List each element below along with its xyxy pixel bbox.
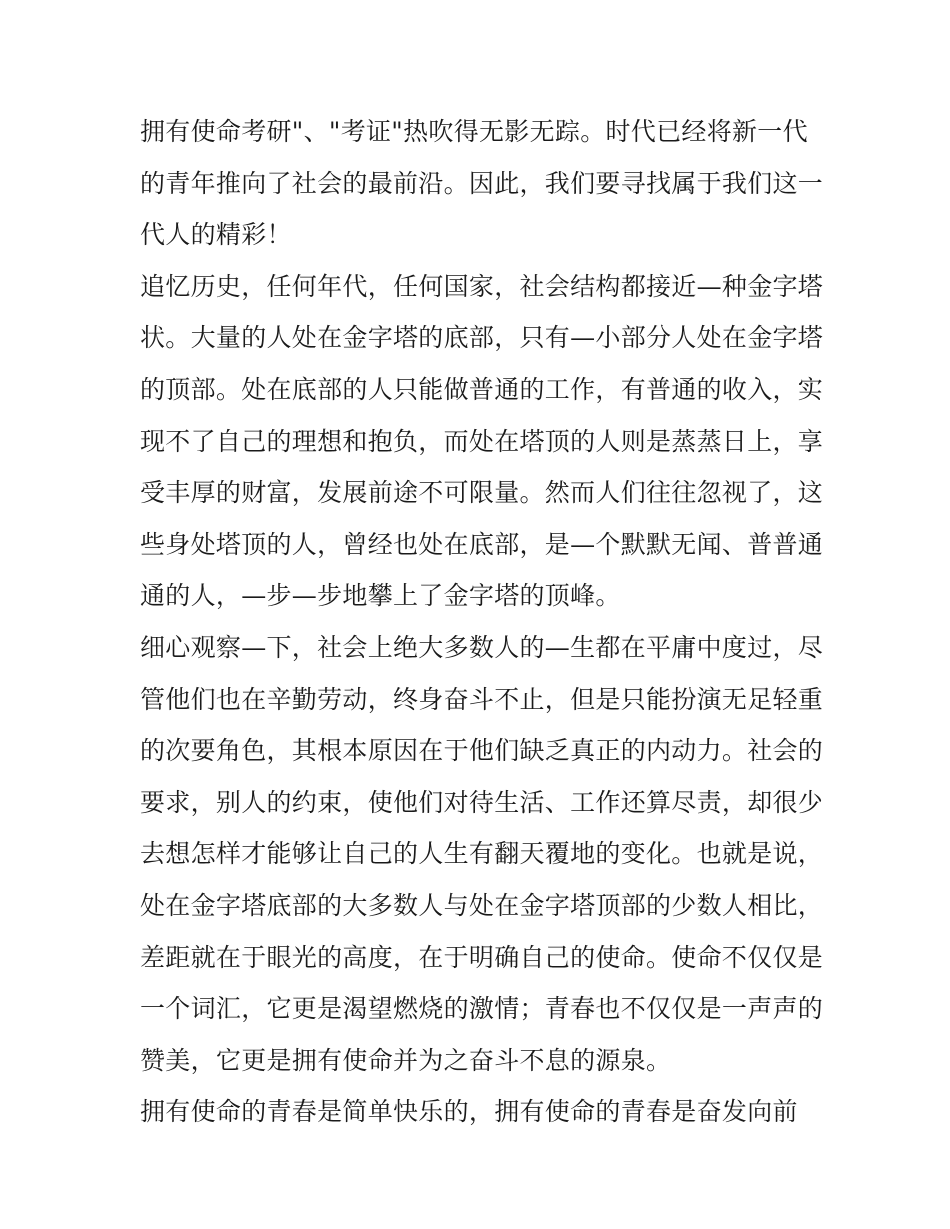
text-line: 要求，别人的约束，使他们对待生活、工作还算尽责，却很少 [140, 787, 824, 817]
text-line: 一个词汇，它更是渴望燃烧的激情；青春也不仅仅是一声声的 [140, 994, 824, 1024]
text-line: 赞美，它更是拥有使命并为之奋斗不息的源泉。 [140, 1045, 672, 1075]
text-line: 拥有使命考研"、"考证"热吹得无影无踪。时代已经将新一代 [140, 117, 808, 146]
text-line: 状。大量的人处在金字塔的底部，只有—小部分人处在金字塔 [140, 323, 824, 353]
essay-text [140, 106, 824, 1138]
text-line: 现不了自己的理想和抱负，而处在塔顶的人则是蒸蒸日上，享 [140, 426, 824, 456]
text-line: 的次要角色，其根本原因在于他们缺乏真正的内动力。社会的 [140, 736, 824, 766]
text-line: 处在金字塔底部的大多数人与处在金字塔顶部的少数人相比， [140, 890, 824, 920]
text-line: 差距就在于眼光的高度，在于明确自己的使命。使命不仅仅是 [140, 942, 824, 972]
text-line: 的顶部。处在底部的人只能做普通的工作，有普通的收入，实 [140, 374, 824, 404]
text-line: 通的人，—步—步地攀上了金字塔的顶峰。 [140, 581, 621, 611]
text-line: 拥有使命的青春是简单快乐的，拥有使命的青春是奋发向前 [140, 1097, 798, 1127]
text-line: 的青年推向了社会的最前沿。因此，我们要寻找属于我们这一 [140, 168, 824, 198]
text-line: 管他们也在辛勤劳动，终身奋斗不止，但是只能扮演无足轻重 [140, 684, 824, 714]
text-line: 追忆历史，任何年代，任何国家，社会结构都接近—种金字塔 [140, 271, 824, 301]
text-line: 些身处塔顶的人，曾经也处在底部，是—个默默无闻、普普通 [140, 529, 824, 559]
text-line: 代人的精彩！ [140, 220, 292, 250]
text-line: 细心观察—下，社会上绝大多数人的—生都在平庸中度过，尽 [140, 632, 824, 662]
text-line: 去想怎样才能够让自己的人生有翻天覆地的变化。也就是说， [140, 839, 824, 869]
text-line: 受丰厚的财富，发展前途不可限量。然而人们往往忽视了，这 [140, 478, 824, 508]
